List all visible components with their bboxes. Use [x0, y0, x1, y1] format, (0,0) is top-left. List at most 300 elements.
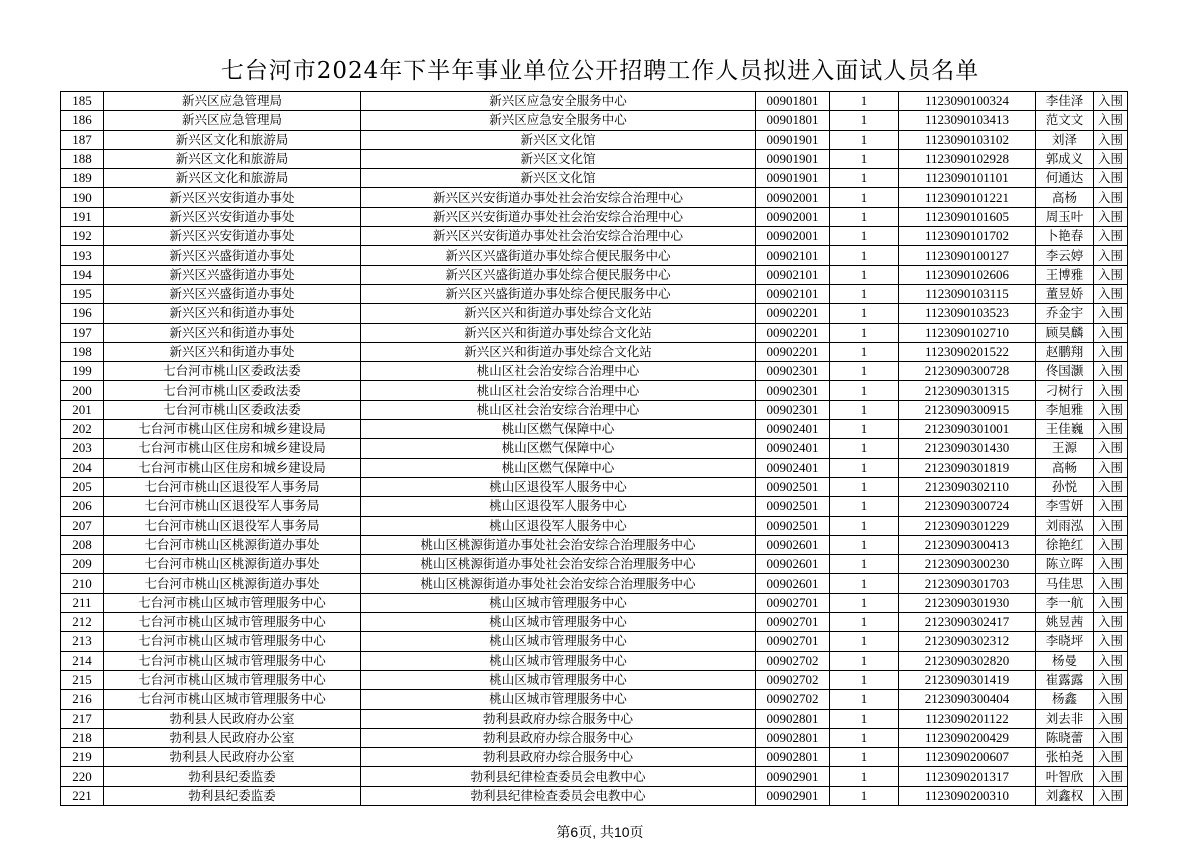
quota-cell: 1 — [830, 207, 899, 226]
row-number-cell: 192 — [61, 227, 104, 246]
position-code-cell: 00902702 — [756, 651, 830, 670]
name-cell: 周玉叶 — [1036, 207, 1094, 226]
name-cell: 王源 — [1036, 439, 1094, 458]
table-row — [61, 535, 1128, 554]
table-row — [61, 632, 1128, 651]
name-cell: 李晓坪 — [1036, 632, 1094, 651]
exam-number-cell: 1123090103102 — [899, 130, 1036, 149]
status-cell: 入围 — [1094, 246, 1128, 265]
quota-cell: 1 — [830, 246, 899, 265]
department-cell: 七台河市桃山区城市管理服务中心 — [104, 613, 361, 632]
status-cell: 入围 — [1094, 304, 1128, 323]
department-cell: 七台河市桃山区城市管理服务中心 — [104, 670, 361, 689]
position-code-cell: 00902201 — [756, 304, 830, 323]
department-cell: 勃利县人民政府办公室 — [104, 728, 361, 747]
position-code-cell: 00902901 — [756, 786, 830, 805]
quota-cell: 1 — [830, 535, 899, 554]
table-row — [61, 458, 1128, 477]
name-cell: 高杨 — [1036, 188, 1094, 207]
row-number-cell: 186 — [61, 111, 104, 130]
quota-cell: 1 — [830, 632, 899, 651]
exam-number-cell: 1123090101221 — [899, 188, 1036, 207]
exam-number-cell: 1123090201522 — [899, 342, 1036, 361]
name-cell: 佟国灏 — [1036, 362, 1094, 381]
position-code-cell: 00902702 — [756, 670, 830, 689]
quota-cell: 1 — [830, 342, 899, 361]
exam-number-cell: 2123090302820 — [899, 651, 1036, 670]
position-code-cell: 00902801 — [756, 748, 830, 767]
table-row — [61, 516, 1128, 535]
unit-cell: 新兴区文化馆 — [361, 130, 756, 149]
quota-cell: 1 — [830, 458, 899, 477]
quota-cell: 1 — [830, 111, 899, 130]
row-number-cell: 190 — [61, 188, 104, 207]
position-code-cell: 00902001 — [756, 188, 830, 207]
table-row — [61, 690, 1128, 709]
exam-number-cell: 2123090301930 — [899, 593, 1036, 612]
status-cell: 入围 — [1094, 342, 1128, 361]
status-cell: 入围 — [1094, 535, 1128, 554]
name-cell: 顾昊麟 — [1036, 323, 1094, 342]
status-cell: 入围 — [1094, 400, 1128, 419]
exam-number-cell: 2123090301703 — [899, 574, 1036, 593]
position-code-cell: 00902101 — [756, 265, 830, 284]
name-cell: 李一航 — [1036, 593, 1094, 612]
department-cell: 新兴区兴安街道办事处 — [104, 188, 361, 207]
table-row — [61, 169, 1128, 188]
quota-cell: 1 — [830, 149, 899, 168]
table-row — [61, 304, 1128, 323]
exam-number-cell: 1123090200429 — [899, 728, 1036, 747]
exam-number-cell: 1123090102928 — [899, 149, 1036, 168]
table-row — [61, 227, 1128, 246]
exam-number-cell: 1123090100127 — [899, 246, 1036, 265]
quota-cell: 1 — [830, 555, 899, 574]
exam-number-cell: 2123090302417 — [899, 613, 1036, 632]
quota-cell: 1 — [830, 477, 899, 496]
name-cell: 李佳泽 — [1036, 92, 1094, 111]
quota-cell: 1 — [830, 265, 899, 284]
table-row — [61, 555, 1128, 574]
row-number-cell: 216 — [61, 690, 104, 709]
unit-cell: 桃山区桃源街道办事处社会治安综合治理服务中心 — [361, 574, 756, 593]
exam-number-cell: 1123090101605 — [899, 207, 1036, 226]
page-title: 七台河市2024年下半年事业单位公开招聘工作人员拟进入面试人员名单 — [220, 58, 980, 84]
position-code-cell: 00902701 — [756, 613, 830, 632]
exam-number-cell: 1123090201122 — [899, 709, 1036, 728]
unit-cell: 新兴区应急安全服务中心 — [361, 111, 756, 130]
status-cell: 入围 — [1094, 169, 1128, 188]
name-cell: 刘鑫权 — [1036, 786, 1094, 805]
unit-cell: 新兴区兴盛街道办事处综合便民服务中心 — [361, 265, 756, 284]
status-cell: 入围 — [1094, 227, 1128, 246]
position-code-cell: 00902101 — [756, 284, 830, 303]
status-cell: 入围 — [1094, 284, 1128, 303]
quota-cell: 1 — [830, 420, 899, 439]
table-row — [61, 497, 1128, 516]
status-cell: 入围 — [1094, 632, 1128, 651]
unit-cell: 勃利县政府办综合服务中心 — [361, 728, 756, 747]
quota-cell: 1 — [830, 574, 899, 593]
status-cell: 入围 — [1094, 362, 1128, 381]
unit-cell: 新兴区兴和街道办事处综合文化站 — [361, 304, 756, 323]
status-cell: 入围 — [1094, 420, 1128, 439]
exam-number-cell: 2123090301819 — [899, 458, 1036, 477]
unit-cell: 新兴区兴和街道办事处综合文化站 — [361, 342, 756, 361]
row-number-cell: 208 — [61, 535, 104, 554]
quota-cell: 1 — [830, 497, 899, 516]
department-cell: 七台河市桃山区退役军人事务局 — [104, 497, 361, 516]
name-cell: 陈立晖 — [1036, 555, 1094, 574]
page-footer: 第6页, 共10页 — [556, 824, 644, 840]
row-number-cell: 221 — [61, 786, 104, 805]
department-cell: 七台河市桃山区退役军人事务局 — [104, 477, 361, 496]
position-code-cell: 00902702 — [756, 690, 830, 709]
quota-cell: 1 — [830, 400, 899, 419]
unit-cell: 桃山区退役军人服务中心 — [361, 497, 756, 516]
unit-cell: 新兴区兴安街道办事处社会治安综合治理中心 — [361, 188, 756, 207]
status-cell: 入围 — [1094, 574, 1128, 593]
department-cell: 勃利县人民政府办公室 — [104, 748, 361, 767]
department-cell: 新兴区兴盛街道办事处 — [104, 265, 361, 284]
department-cell: 新兴区文化和旅游局 — [104, 130, 361, 149]
row-number-cell: 200 — [61, 381, 104, 400]
row-number-cell: 202 — [61, 420, 104, 439]
department-cell: 新兴区兴和街道办事处 — [104, 342, 361, 361]
table-row — [61, 613, 1128, 632]
row-number-cell: 188 — [61, 149, 104, 168]
position-code-cell: 00902201 — [756, 323, 830, 342]
table-row — [61, 323, 1128, 342]
position-code-cell: 00902301 — [756, 381, 830, 400]
status-cell: 入围 — [1094, 651, 1128, 670]
department-cell: 新兴区兴和街道办事处 — [104, 304, 361, 323]
department-cell: 七台河市桃山区城市管理服务中心 — [104, 593, 361, 612]
candidate-table — [60, 91, 1128, 806]
status-cell: 入围 — [1094, 786, 1128, 805]
exam-number-cell: 2123090300413 — [899, 535, 1036, 554]
row-number-cell: 205 — [61, 477, 104, 496]
status-cell: 入围 — [1094, 477, 1128, 496]
department-cell: 勃利县纪委监委 — [104, 767, 361, 786]
row-number-cell: 204 — [61, 458, 104, 477]
quota-cell: 1 — [830, 439, 899, 458]
status-cell: 入围 — [1094, 207, 1128, 226]
unit-cell: 桃山区城市管理服务中心 — [361, 632, 756, 651]
unit-cell: 桃山区桃源街道办事处社会治安综合治理服务中心 — [361, 555, 756, 574]
row-number-cell: 185 — [61, 92, 104, 111]
name-cell: 高畅 — [1036, 458, 1094, 477]
position-code-cell: 00901801 — [756, 111, 830, 130]
unit-cell: 桃山区燃气保障中心 — [361, 439, 756, 458]
row-number-cell: 218 — [61, 728, 104, 747]
name-cell: 乔金宇 — [1036, 304, 1094, 323]
unit-cell: 新兴区兴安街道办事处社会治安综合治理中心 — [361, 207, 756, 226]
name-cell: 杨曼 — [1036, 651, 1094, 670]
unit-cell: 桃山区桃源街道办事处社会治安综合治理服务中心 — [361, 535, 756, 554]
name-cell: 何通达 — [1036, 169, 1094, 188]
status-cell: 入围 — [1094, 188, 1128, 207]
row-number-cell: 213 — [61, 632, 104, 651]
unit-cell: 新兴区兴安街道办事处社会治安综合治理中心 — [361, 227, 756, 246]
department-cell: 新兴区兴盛街道办事处 — [104, 246, 361, 265]
status-cell: 入围 — [1094, 593, 1128, 612]
exam-number-cell: 2123090300230 — [899, 555, 1036, 574]
position-code-cell: 00902401 — [756, 420, 830, 439]
quota-cell: 1 — [830, 284, 899, 303]
position-code-cell: 00902801 — [756, 728, 830, 747]
department-cell: 七台河市桃山区城市管理服务中心 — [104, 690, 361, 709]
exam-number-cell: 2123090301315 — [899, 381, 1036, 400]
unit-cell: 桃山区社会治安综合治理中心 — [361, 362, 756, 381]
position-code-cell: 00902001 — [756, 227, 830, 246]
department-cell: 七台河市桃山区退役军人事务局 — [104, 516, 361, 535]
position-code-cell: 00902301 — [756, 362, 830, 381]
department-cell: 新兴区文化和旅游局 — [104, 169, 361, 188]
status-cell: 入围 — [1094, 728, 1128, 747]
department-cell: 七台河市桃山区城市管理服务中心 — [104, 632, 361, 651]
exam-number-cell: 1123090200607 — [899, 748, 1036, 767]
exam-number-cell: 2123090302110 — [899, 477, 1036, 496]
status-cell: 入围 — [1094, 690, 1128, 709]
unit-cell: 新兴区应急安全服务中心 — [361, 92, 756, 111]
quota-cell: 1 — [830, 613, 899, 632]
row-number-cell: 187 — [61, 130, 104, 149]
quota-cell: 1 — [830, 767, 899, 786]
name-cell: 李云婷 — [1036, 246, 1094, 265]
quota-cell: 1 — [830, 748, 899, 767]
department-cell: 七台河市桃山区桃源街道办事处 — [104, 574, 361, 593]
position-code-cell: 00902501 — [756, 477, 830, 496]
row-number-cell: 196 — [61, 304, 104, 323]
quota-cell: 1 — [830, 169, 899, 188]
status-cell: 入围 — [1094, 497, 1128, 516]
department-cell: 新兴区文化和旅游局 — [104, 149, 361, 168]
position-code-cell: 00902301 — [756, 400, 830, 419]
exam-number-cell: 1123090103413 — [899, 111, 1036, 130]
row-number-cell: 199 — [61, 362, 104, 381]
quota-cell: 1 — [830, 381, 899, 400]
row-number-cell: 212 — [61, 613, 104, 632]
status-cell: 入围 — [1094, 92, 1128, 111]
table-row — [61, 246, 1128, 265]
unit-cell: 桃山区城市管理服务中心 — [361, 670, 756, 689]
row-number-cell: 217 — [61, 709, 104, 728]
name-cell: 李旭雅 — [1036, 400, 1094, 419]
exam-number-cell: 1123090200310 — [899, 786, 1036, 805]
department-cell: 勃利县人民政府办公室 — [104, 709, 361, 728]
department-cell: 新兴区兴盛街道办事处 — [104, 284, 361, 303]
position-code-cell: 00902501 — [756, 497, 830, 516]
table-row — [61, 574, 1128, 593]
unit-cell: 桃山区城市管理服务中心 — [361, 613, 756, 632]
name-cell: 刘去非 — [1036, 709, 1094, 728]
status-cell: 入围 — [1094, 709, 1128, 728]
table-row — [61, 786, 1128, 805]
row-number-cell: 215 — [61, 670, 104, 689]
table-row — [61, 400, 1128, 419]
quota-cell: 1 — [830, 323, 899, 342]
position-code-cell: 00902101 — [756, 246, 830, 265]
name-cell: 徐艳红 — [1036, 535, 1094, 554]
name-cell: 董昱娇 — [1036, 284, 1094, 303]
table-row — [61, 130, 1128, 149]
row-number-cell: 219 — [61, 748, 104, 767]
unit-cell: 桃山区城市管理服务中心 — [361, 690, 756, 709]
name-cell: 王佳巍 — [1036, 420, 1094, 439]
unit-cell: 新兴区兴盛街道办事处综合便民服务中心 — [361, 284, 756, 303]
status-cell: 入围 — [1094, 111, 1128, 130]
department-cell: 七台河市桃山区委政法委 — [104, 362, 361, 381]
status-cell: 入围 — [1094, 130, 1128, 149]
row-number-cell: 197 — [61, 323, 104, 342]
position-code-cell: 00902401 — [756, 439, 830, 458]
quota-cell: 1 — [830, 709, 899, 728]
status-cell: 入围 — [1094, 555, 1128, 574]
name-cell: 陈晓蕾 — [1036, 728, 1094, 747]
exam-number-cell: 1123090102710 — [899, 323, 1036, 342]
unit-cell: 勃利县政府办综合服务中心 — [361, 748, 756, 767]
row-number-cell: 211 — [61, 593, 104, 612]
status-cell: 入围 — [1094, 265, 1128, 284]
department-cell: 七台河市桃山区住房和城乡建设局 — [104, 420, 361, 439]
position-code-cell: 00902501 — [756, 516, 830, 535]
status-cell: 入围 — [1094, 613, 1128, 632]
exam-number-cell: 1123090101101 — [899, 169, 1036, 188]
name-cell: 张柏尧 — [1036, 748, 1094, 767]
table-row — [61, 477, 1128, 496]
department-cell: 七台河市桃山区委政法委 — [104, 400, 361, 419]
row-number-cell: 206 — [61, 497, 104, 516]
name-cell: 王博雅 — [1036, 265, 1094, 284]
table-row — [61, 381, 1128, 400]
department-cell: 新兴区应急管理局 — [104, 92, 361, 111]
exam-number-cell: 1123090201317 — [899, 767, 1036, 786]
position-code-cell: 00902601 — [756, 555, 830, 574]
unit-cell: 桃山区社会治安综合治理中心 — [361, 381, 756, 400]
unit-cell: 新兴区兴盛街道办事处综合便民服务中心 — [361, 246, 756, 265]
name-cell: 刘雨泓 — [1036, 516, 1094, 535]
department-cell: 七台河市桃山区桃源街道办事处 — [104, 535, 361, 554]
row-number-cell: 195 — [61, 284, 104, 303]
position-code-cell: 00902701 — [756, 593, 830, 612]
position-code-cell: 00901801 — [756, 92, 830, 111]
position-code-cell: 00902601 — [756, 535, 830, 554]
exam-number-cell: 2123090302312 — [899, 632, 1036, 651]
status-cell: 入围 — [1094, 149, 1128, 168]
table-row — [61, 149, 1128, 168]
department-cell: 七台河市桃山区住房和城乡建设局 — [104, 439, 361, 458]
status-cell: 入围 — [1094, 323, 1128, 342]
row-number-cell: 198 — [61, 342, 104, 361]
quota-cell: 1 — [830, 227, 899, 246]
row-number-cell: 209 — [61, 555, 104, 574]
table-row — [61, 342, 1128, 361]
table-row — [61, 111, 1128, 130]
department-cell: 七台河市桃山区城市管理服务中心 — [104, 651, 361, 670]
row-number-cell: 193 — [61, 246, 104, 265]
department-cell: 新兴区兴安街道办事处 — [104, 227, 361, 246]
row-number-cell: 189 — [61, 169, 104, 188]
department-cell: 七台河市桃山区委政法委 — [104, 381, 361, 400]
name-cell: 卜艳春 — [1036, 227, 1094, 246]
unit-cell: 桃山区社会治安综合治理中心 — [361, 400, 756, 419]
name-cell: 孙悦 — [1036, 477, 1094, 496]
name-cell: 赵鹏翔 — [1036, 342, 1094, 361]
exam-number-cell: 2123090301001 — [899, 420, 1036, 439]
row-number-cell: 194 — [61, 265, 104, 284]
department-cell: 勃利县纪委监委 — [104, 786, 361, 805]
unit-cell: 新兴区兴和街道办事处综合文化站 — [361, 323, 756, 342]
quota-cell: 1 — [830, 593, 899, 612]
name-cell: 叶智欣 — [1036, 767, 1094, 786]
exam-number-cell: 1123090103115 — [899, 284, 1036, 303]
unit-cell: 桃山区燃气保障中心 — [361, 420, 756, 439]
exam-number-cell: 1123090103523 — [899, 304, 1036, 323]
exam-number-cell: 2123090301430 — [899, 439, 1036, 458]
status-cell: 入围 — [1094, 516, 1128, 535]
table-row — [61, 767, 1128, 786]
name-cell: 刁树行 — [1036, 381, 1094, 400]
exam-number-cell: 2123090301419 — [899, 670, 1036, 689]
row-number-cell: 220 — [61, 767, 104, 786]
unit-cell: 勃利县政府办综合服务中心 — [361, 709, 756, 728]
unit-cell: 新兴区文化馆 — [361, 169, 756, 188]
table-row — [61, 593, 1128, 612]
quota-cell: 1 — [830, 786, 899, 805]
name-cell: 刘泽 — [1036, 130, 1094, 149]
status-cell: 入围 — [1094, 670, 1128, 689]
unit-cell: 桃山区退役军人服务中心 — [361, 477, 756, 496]
unit-cell: 桃山区退役军人服务中心 — [361, 516, 756, 535]
table-row — [61, 284, 1128, 303]
table-row — [61, 188, 1128, 207]
quota-cell: 1 — [830, 670, 899, 689]
table-body — [61, 92, 1128, 806]
name-cell: 郭成义 — [1036, 149, 1094, 168]
unit-cell: 桃山区城市管理服务中心 — [361, 651, 756, 670]
table-row — [61, 651, 1128, 670]
exam-number-cell: 1123090101702 — [899, 227, 1036, 246]
quota-cell: 1 — [830, 516, 899, 535]
unit-cell: 桃山区燃气保障中心 — [361, 458, 756, 477]
position-code-cell: 00901901 — [756, 130, 830, 149]
row-number-cell: 207 — [61, 516, 104, 535]
status-cell: 入围 — [1094, 748, 1128, 767]
position-code-cell: 00902701 — [756, 632, 830, 651]
table-row — [61, 728, 1128, 747]
name-cell: 李雪妍 — [1036, 497, 1094, 516]
name-cell: 范文文 — [1036, 111, 1094, 130]
position-code-cell: 00902001 — [756, 207, 830, 226]
position-code-cell: 00901901 — [756, 169, 830, 188]
position-code-cell: 00902901 — [756, 767, 830, 786]
table-row — [61, 709, 1128, 728]
unit-cell: 桃山区城市管理服务中心 — [361, 593, 756, 612]
quota-cell: 1 — [830, 130, 899, 149]
status-cell: 入围 — [1094, 439, 1128, 458]
name-cell: 马佳思 — [1036, 574, 1094, 593]
table-row — [61, 670, 1128, 689]
quota-cell: 1 — [830, 728, 899, 747]
department-cell: 新兴区兴安街道办事处 — [104, 207, 361, 226]
table-row — [61, 92, 1128, 111]
quota-cell: 1 — [830, 651, 899, 670]
name-cell: 崔露露 — [1036, 670, 1094, 689]
status-cell: 入围 — [1094, 767, 1128, 786]
department-cell: 新兴区应急管理局 — [104, 111, 361, 130]
table-row — [61, 265, 1128, 284]
